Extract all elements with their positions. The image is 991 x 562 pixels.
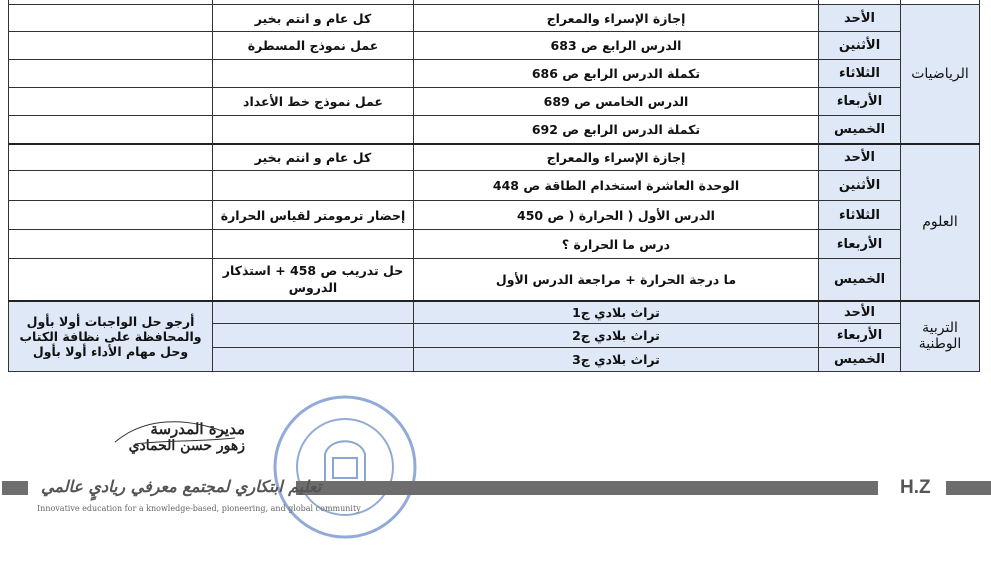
table-row xyxy=(9,301,980,324)
schedule-table-wrapper xyxy=(8,0,969,372)
table-row xyxy=(9,32,980,60)
homework-cell: عمل نموذج خط الأعداد xyxy=(213,88,414,116)
lesson-cell: تراث بلادي ج3 xyxy=(414,348,819,372)
day-cell: الأحد xyxy=(819,301,901,324)
subject-cell-math: الرياضيات xyxy=(901,5,980,144)
day-cell: الأربعاء xyxy=(819,88,901,116)
footer-bar-main xyxy=(296,481,878,495)
lesson-cell: تكملة الدرس الرابع ص 692 xyxy=(414,116,819,144)
lesson-cell: تراث بلادي ج2 xyxy=(414,324,819,348)
table-row xyxy=(9,5,980,32)
signature-name: زهور حسن الحمادي xyxy=(128,438,245,454)
homework-cell: كل عام و انتم بخير xyxy=(213,5,414,32)
lesson-cell: الدرس الخامس ص 689 xyxy=(414,88,819,116)
day-cell: الأربعاء xyxy=(819,230,901,259)
footer-bar-left xyxy=(2,481,28,495)
subject-cell-science: العلوم xyxy=(901,144,980,301)
day-cell: الخميس xyxy=(819,259,901,301)
day-cell: الأثنين xyxy=(819,171,901,201)
principal-signature xyxy=(75,420,245,454)
homework-cell: كل عام و انتم بخير xyxy=(213,144,414,171)
table-row xyxy=(9,144,980,171)
day-cell: الخميس xyxy=(819,348,901,372)
school-stamp-icon xyxy=(270,392,420,542)
lesson-cell: الوحدة العاشرة استخدام الطاقة ص 448 xyxy=(414,171,819,201)
footer-bar-right xyxy=(946,481,991,495)
lesson-cell: تراث بلادي ج1 xyxy=(414,301,819,324)
homework-cell xyxy=(213,116,414,144)
day-cell: الخميس xyxy=(819,116,901,144)
table-row xyxy=(9,201,980,230)
table-row xyxy=(9,116,980,144)
weekly-schedule-table xyxy=(8,0,980,372)
subject-cell-national: التربية الوطنية xyxy=(901,301,980,372)
lesson-cell: تكملة الدرس الرابع ص 686 xyxy=(414,60,819,88)
day-cell: الثلاثاء xyxy=(819,60,901,88)
lesson-cell: إجازة الإسراء والمعراج xyxy=(414,144,819,171)
lesson-cell: ما درجة الحرارة + مراجعة الدرس الأول xyxy=(414,259,819,301)
homework-cell: حل تدريب ص 458 + استذكار الدروس xyxy=(213,259,414,301)
day-cell: الثلاثاء xyxy=(819,201,901,230)
homework-cell xyxy=(213,60,414,88)
table-row xyxy=(9,60,980,88)
day-cell: الأثنين xyxy=(819,32,901,60)
lesson-cell: إجازة الإسراء والمعراج xyxy=(414,5,819,32)
day-cell: الأربعاء xyxy=(819,324,901,348)
table-row xyxy=(9,230,980,259)
table-row xyxy=(9,88,980,116)
day-cell: الأحد xyxy=(819,5,901,32)
handwritten-signature-icon xyxy=(75,412,245,452)
lesson-cell: الدرس الرابع ص 683 xyxy=(414,32,819,60)
footer-initials: H.Z xyxy=(900,477,931,498)
homework-note: أرجو حل الواجبات أولا بأول والمحافظة على نظافة الكتاب وحل مهام الأداء أولا بأول xyxy=(9,301,213,372)
footer-slogan-arabic: تعليم ابتكاري لمجتمع معرفي رياديٍ عالمي xyxy=(41,477,322,496)
table-row xyxy=(9,171,980,201)
signature-role: مديرة المدرسة xyxy=(150,420,245,438)
footer-slogan-english: Innovative education for a knowledge-based, pioneering, and global community xyxy=(37,504,361,513)
lesson-cell: الدرس الأول ( الحرارة ( ص 450 xyxy=(414,201,819,230)
table-row xyxy=(9,259,980,301)
lesson-cell: درس ما الحرارة ؟ xyxy=(414,230,819,259)
homework-cell: عمل نموذج المسطرة xyxy=(213,32,414,60)
homework-cell xyxy=(213,230,414,259)
homework-cell xyxy=(213,171,414,201)
homework-cell: إحضار ترمومتر لقياس الحرارة xyxy=(213,201,414,230)
day-cell: الأحد xyxy=(819,144,901,171)
